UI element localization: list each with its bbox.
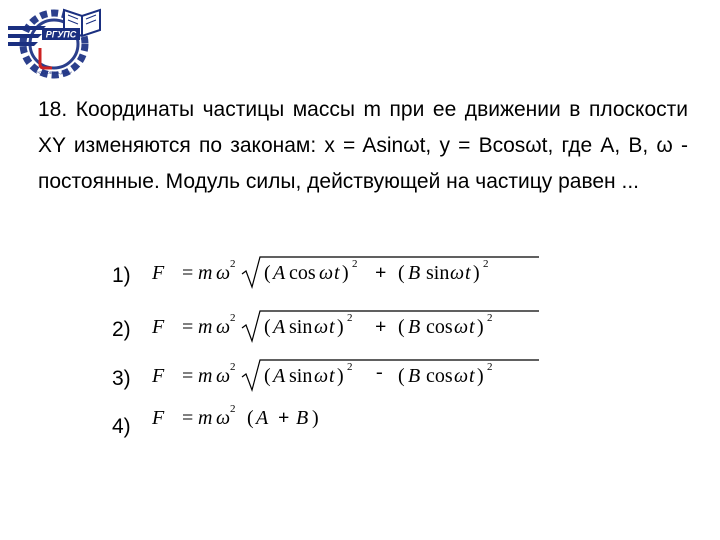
formula-exponent: 2	[230, 403, 236, 415]
formula-symbol: )	[473, 262, 480, 284]
formula-symbol: ω	[216, 365, 231, 387]
formula-symbol: F	[152, 262, 165, 284]
formula-symbol: sin	[426, 262, 450, 284]
formula-symbol: m	[198, 262, 213, 284]
formula-symbol: ω	[319, 262, 334, 284]
formula-symbol: )	[477, 316, 484, 338]
sqrt-icon	[241, 357, 541, 395]
formula-symbol: =	[182, 407, 194, 429]
formula-symbol: )	[337, 316, 344, 338]
formula-symbol: =	[182, 262, 194, 284]
formula-symbol: ω	[454, 316, 469, 338]
option-4-formula	[152, 403, 352, 437]
formula-symbol: t	[465, 262, 471, 284]
formula-exponent: 2	[347, 361, 353, 373]
formula-exponent: 2	[487, 312, 493, 324]
sqrt-icon	[241, 308, 541, 346]
formula-symbol: (	[264, 316, 271, 338]
logo-text: РГУПС	[45, 29, 77, 40]
formula-symbol: ω	[216, 316, 231, 338]
formula-operator: +	[375, 316, 387, 338]
formula-symbol: t	[469, 316, 475, 338]
option-2-formula	[152, 312, 542, 346]
formula-symbol: )	[312, 407, 319, 429]
formula-symbol: ω	[216, 262, 231, 284]
question-text: 18. Координаты частицы массы m при ее движении в плоскости XY изменяются по законам: x = Asinωt, y = Bcosωt, где A, B, ω - постоянные. Модуль силы, действующей на частицу равен ...	[38, 98, 688, 193]
formula-exponent: 2	[230, 258, 236, 270]
formula-symbol: (	[398, 262, 405, 284]
formula-symbol: ω	[216, 407, 231, 429]
formula-symbol: F	[152, 316, 165, 338]
formula-symbol: A	[256, 407, 269, 429]
logo-tagline: РОСТОВ-НА-ДОНУ	[36, 70, 72, 75]
formula-symbol: m	[198, 407, 213, 429]
formula-symbol: =	[182, 316, 194, 338]
option-number: 3)	[112, 367, 131, 390]
formula-symbol: cos	[426, 316, 453, 338]
formula-symbol: )	[342, 262, 349, 284]
formula-symbol: t	[329, 316, 335, 338]
formula-symbol: =	[182, 365, 194, 387]
formula-symbol: A	[273, 365, 286, 387]
formula-operator: +	[278, 407, 290, 429]
university-logo	[6, 4, 102, 82]
option-3-formula	[152, 361, 542, 395]
formula-exponent: 2	[230, 361, 236, 373]
formula-symbol: sin	[289, 316, 313, 338]
formula-symbol: B	[408, 365, 421, 387]
formula-symbol: F	[152, 407, 165, 429]
formula-symbol: t	[329, 365, 335, 387]
formula-symbol: A	[273, 316, 286, 338]
formula-symbol: ω	[314, 316, 329, 338]
formula-symbol: m	[198, 316, 213, 338]
formula-symbol: sin	[289, 365, 313, 387]
formula-symbol: (	[247, 407, 254, 429]
formula-symbol: )	[477, 365, 484, 387]
formula-symbol: ω	[450, 262, 465, 284]
formula-exponent: 2	[347, 312, 353, 324]
formula-symbol: B	[408, 316, 421, 338]
formula-symbol: B	[296, 407, 309, 429]
formula-symbol: )	[337, 365, 344, 387]
formula-symbol: (	[398, 316, 405, 338]
formula-symbol: cos	[426, 365, 453, 387]
formula-symbol: ω	[454, 365, 469, 387]
formula-exponent: 2	[487, 361, 493, 373]
formula-symbol: B	[408, 262, 421, 284]
option-number: 4)	[112, 415, 131, 438]
formula-symbol: A	[273, 262, 286, 284]
formula-symbol: t	[334, 262, 340, 284]
option-1-formula	[152, 258, 542, 292]
formula-symbol: (	[398, 365, 405, 387]
formula-symbol: F	[152, 365, 165, 387]
formula-exponent: 2	[483, 258, 489, 270]
sqrt-icon	[241, 254, 541, 292]
formula-symbol: t	[469, 365, 475, 387]
option-number: 2)	[112, 318, 131, 341]
formula-symbol: cos	[289, 262, 316, 284]
formula-exponent: 2	[352, 258, 358, 270]
formula-exponent: 2	[230, 312, 236, 324]
formula-operator: +	[375, 262, 387, 284]
formula-symbol: ω	[314, 365, 329, 387]
formula-symbol: (	[264, 365, 271, 387]
formula-symbol: m	[198, 365, 213, 387]
formula-symbol: (	[264, 262, 271, 284]
formula-operator: -	[376, 361, 383, 383]
option-number: 1)	[112, 264, 131, 287]
